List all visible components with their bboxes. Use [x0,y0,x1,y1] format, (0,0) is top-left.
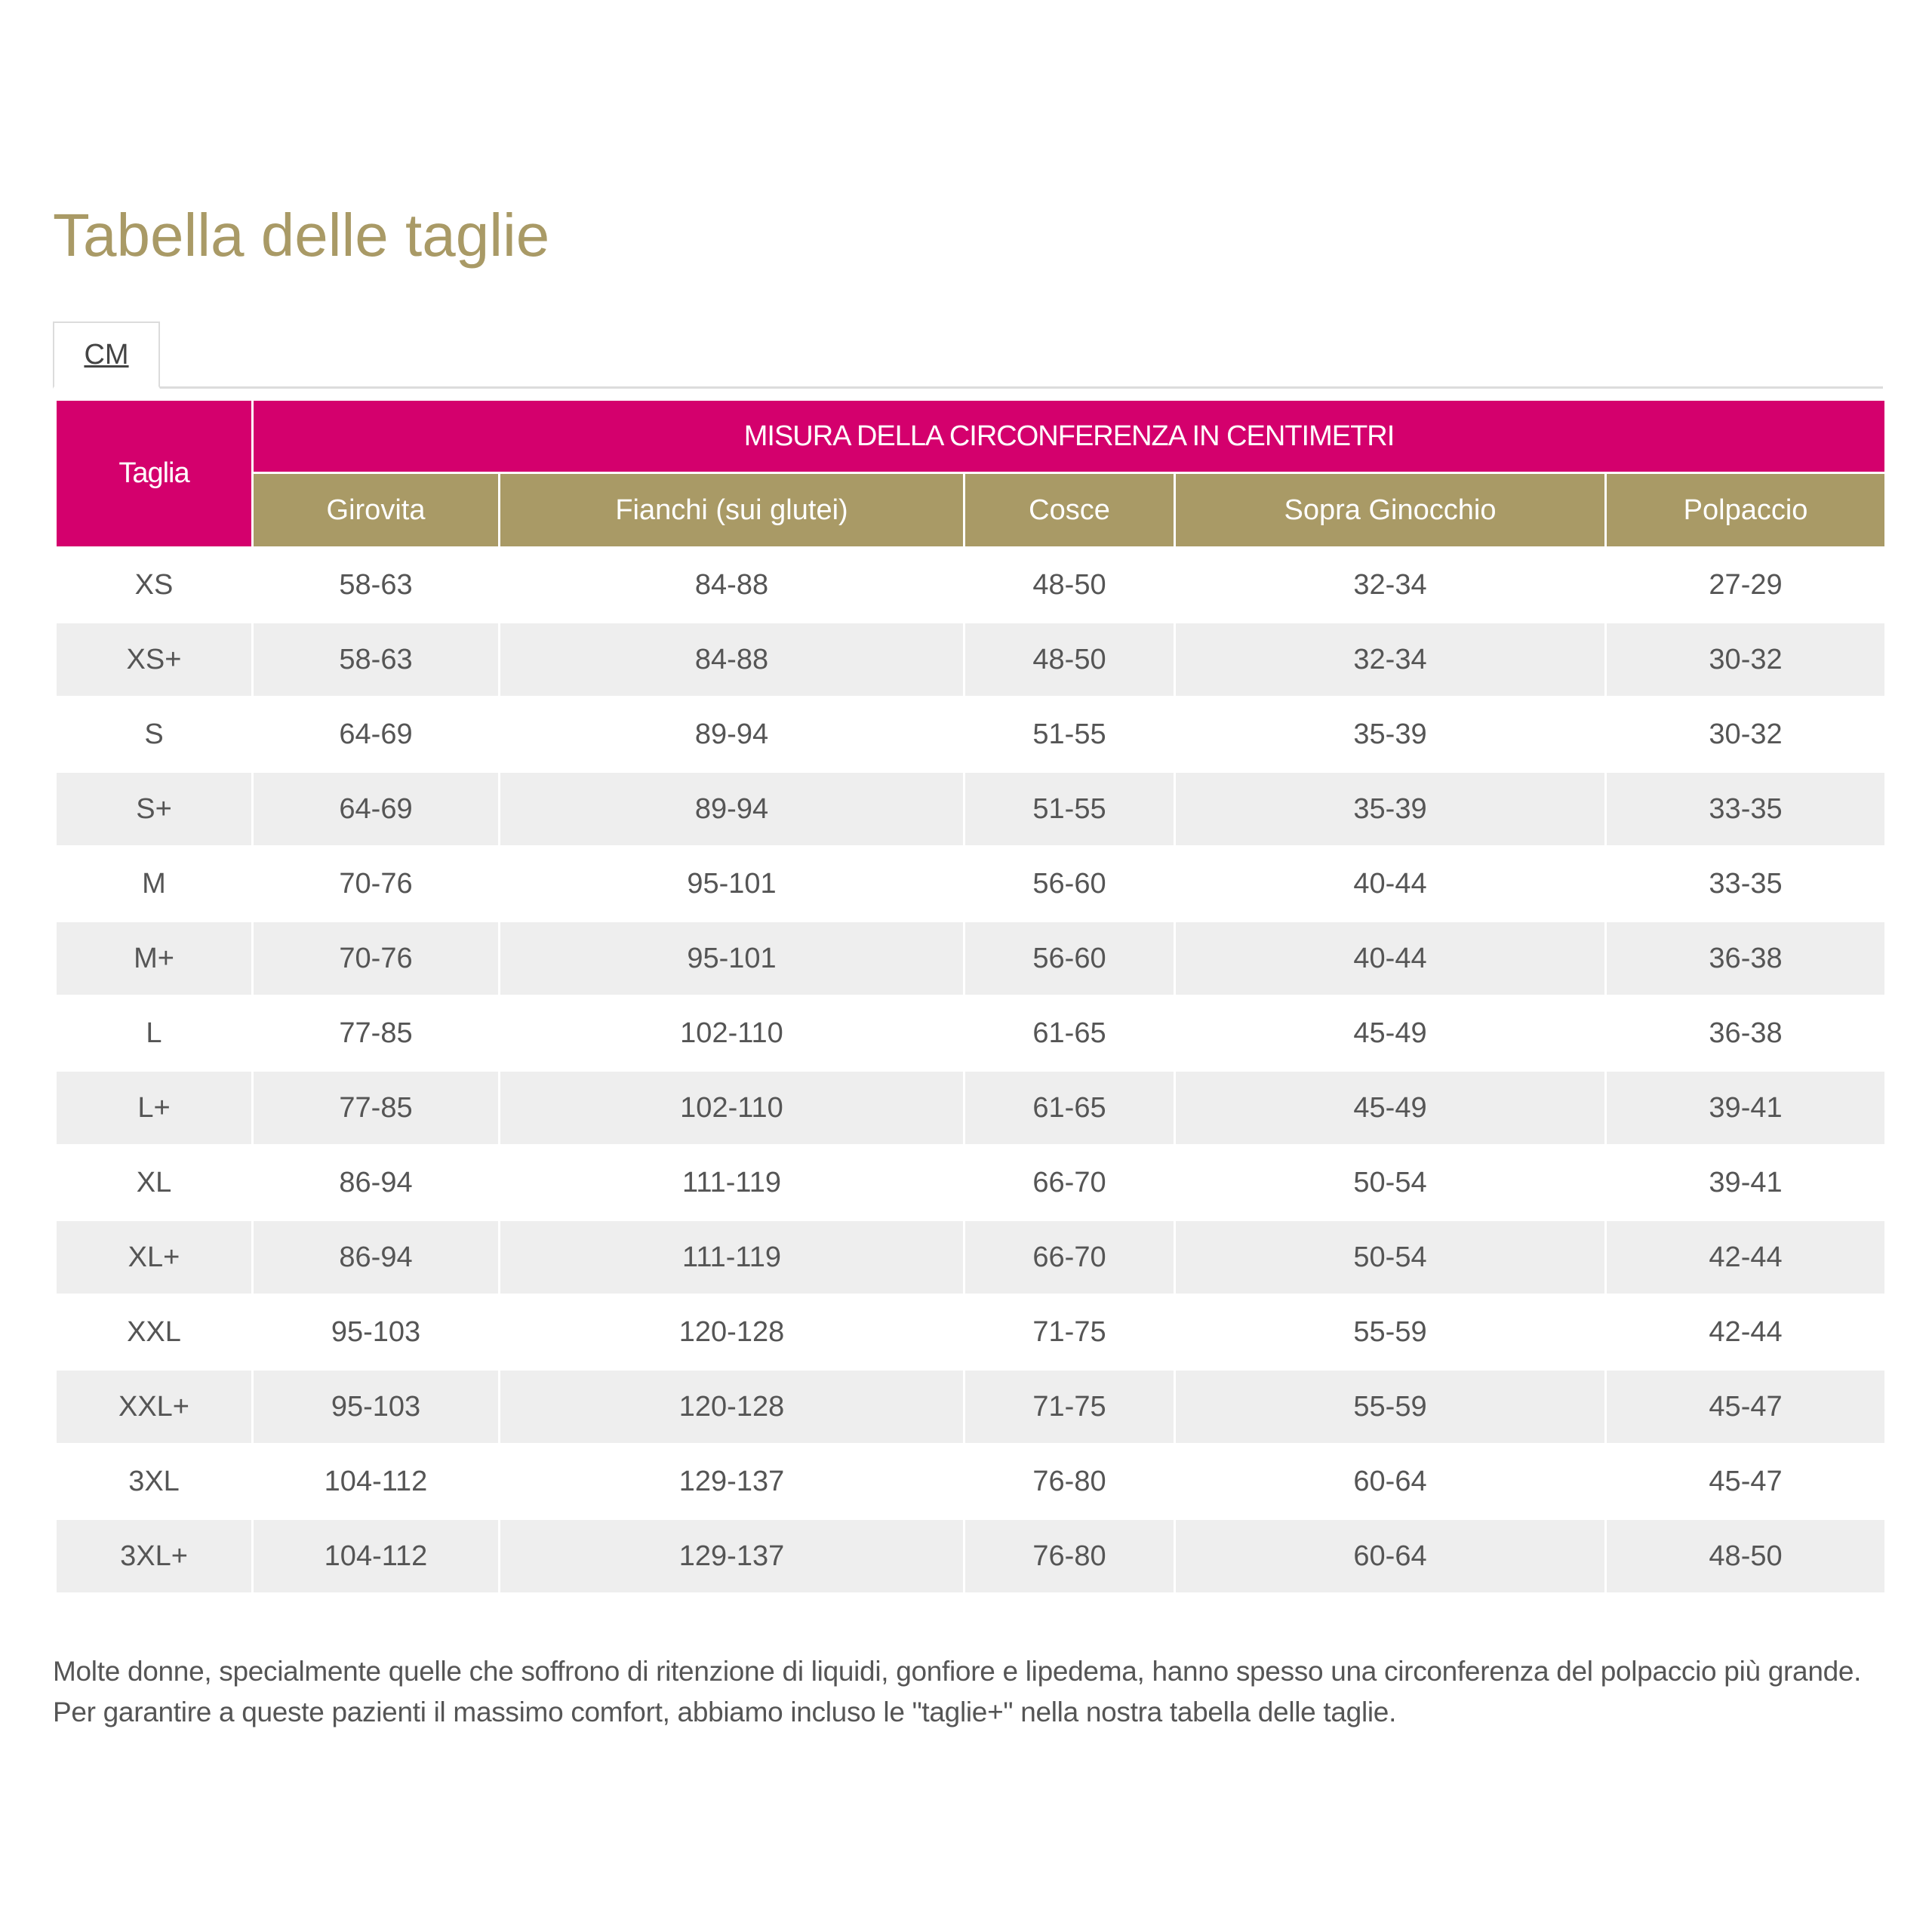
size-cell: M+ [57,922,251,995]
table-cell: 60-64 [1176,1520,1604,1592]
table-cell: 120-128 [678,1315,785,1348]
table-cell: 129-137 [500,1520,963,1592]
table-cell: 48-50 [965,623,1174,696]
table-cell: 64-69 [254,773,498,845]
table-cell: 30-32 [1607,623,1884,696]
table-cell: 66-70 [965,1221,1174,1294]
table-cell: 30-32 [1709,718,1783,750]
table-cell: 95-103 [331,1315,421,1348]
table-row [57,997,1884,1069]
table-row [57,773,1884,845]
table-row [57,1072,1884,1144]
table-cell: 51-55 [1032,718,1106,750]
table-cell: 86-94 [339,1166,413,1198]
table-cell: 45-47 [1607,1371,1884,1443]
table-row [57,1371,1884,1443]
table-cell: 55-59 [1176,1371,1604,1443]
table-cell: 70-76 [254,922,498,995]
table-cell: 40-44 [1353,867,1427,900]
table-cell: 70-76 [339,867,413,900]
table-cell: 77-85 [339,1017,413,1049]
table-row [57,1146,1884,1219]
size-cell: XL [136,1166,172,1198]
size-chart-table [54,398,1887,1595]
table-cell: 35-39 [1353,718,1427,750]
column-header-girovita: Girovita [254,474,498,546]
table-cell: 102-110 [500,1072,963,1144]
tab-cm[interactable]: CM [53,321,160,389]
table-cell: 27-29 [1709,568,1783,601]
table-cell: 56-60 [1032,867,1106,900]
table-cell: 71-75 [1032,1315,1106,1348]
table-row [57,848,1884,920]
table-cell: 45-49 [1176,1072,1604,1144]
size-cell: XS [134,568,174,601]
table-cell: 42-44 [1709,1315,1783,1348]
table-row [57,698,1884,771]
table-cell: 111-119 [500,1221,963,1294]
table-cell: 95-101 [687,867,777,900]
table-cell: 64-69 [339,718,413,750]
size-cell: 3XL+ [57,1520,251,1592]
table-cell: 129-137 [678,1465,785,1497]
column-header-cosce: Cosce [965,474,1174,546]
table-cell: 32-34 [1353,568,1427,601]
column-header-fianchi: Fianchi (sui glutei) [500,474,963,546]
table-cell: 61-65 [965,1072,1174,1144]
table-cell: 45-49 [1353,1017,1427,1049]
table-cell: 102-110 [680,1017,783,1049]
table-cell: 50-54 [1353,1166,1427,1198]
table-cell: 95-103 [254,1371,498,1443]
table-cell: 84-88 [500,623,963,696]
size-cell: M [142,867,166,900]
column-header-sopra-ginocchio: Sopra Ginocchio [1176,474,1604,546]
column-header-polpaccio: Polpaccio [1607,474,1884,546]
table-row [57,1221,1884,1294]
table-cell: 95-101 [500,922,963,995]
table-cell: 56-60 [965,922,1174,995]
table-cell: 51-55 [965,773,1174,845]
table-cell: 33-35 [1607,773,1884,845]
table-cell: 35-39 [1176,773,1604,845]
table-cell: 48-50 [1032,568,1106,601]
table-cell: 111-119 [682,1166,781,1198]
table-cell: 33-35 [1709,867,1783,900]
table-cell: 71-75 [965,1371,1174,1443]
table-cell: 89-94 [500,773,963,845]
size-cell: L+ [57,1072,251,1144]
table-cell: 42-44 [1607,1221,1884,1294]
table-row [57,623,1884,696]
size-cell: S+ [57,773,251,845]
table-cell: 40-44 [1176,922,1604,995]
footnote-text: Molte donne, specialmente quelle che soffrono di ritenzione di liquidi, gonfiore e lipedema, hanno spesso una circonferenza del polpaccio più grande. Per garantire a queste pazienti il massimo comfort, abbiamo incluso le "taglie+" nella nostra tabella delle taglie. [53,1656,1862,1727]
size-cell: S [144,718,164,750]
table-cell: 104-112 [254,1520,498,1592]
table-cell: 32-34 [1176,623,1604,696]
measurement-group-header: MISURA DELLA CIRCONFERENZA IN CENTIMETRI [254,401,1884,472]
table-cell: 77-85 [254,1072,498,1144]
table-row [57,549,1884,621]
table-row [57,1296,1884,1368]
table-cell: 76-80 [1032,1465,1106,1497]
size-column-header: Taglia [57,401,251,546]
size-cell: XS+ [57,623,251,696]
table-cell: 36-38 [1709,1017,1783,1049]
table-cell: 39-41 [1607,1072,1884,1144]
size-cell: L [146,1017,162,1049]
table-cell: 55-59 [1353,1315,1427,1348]
table-cell: 48-50 [1607,1520,1884,1592]
table-cell: 39-41 [1709,1166,1783,1198]
size-cell: XXL+ [57,1371,251,1443]
unit-tab-bar [53,321,1883,389]
page-title: Tabella delle taglie [53,202,550,269]
table-cell: 89-94 [694,718,769,750]
size-cell: 3XL [128,1465,180,1497]
table-cell: 50-54 [1176,1221,1604,1294]
table-cell: 66-70 [1032,1166,1106,1198]
table-row [57,1445,1884,1518]
table-cell: 58-63 [254,623,498,696]
table-cell: 76-80 [965,1520,1174,1592]
table-cell: 104-112 [324,1465,428,1497]
table-cell: 86-94 [254,1221,498,1294]
table-cell: 120-128 [500,1371,963,1443]
table-cell: 58-63 [339,568,413,601]
table-cell: 84-88 [694,568,769,601]
table-cell: 45-47 [1709,1465,1783,1497]
size-cell: XXL [127,1315,181,1348]
table-cell: 60-64 [1353,1465,1427,1497]
table-cell: 61-65 [1032,1017,1106,1049]
table-cell: 36-38 [1607,922,1884,995]
size-cell: XL+ [57,1221,251,1294]
table-row [57,922,1884,995]
table-row [57,1520,1884,1592]
